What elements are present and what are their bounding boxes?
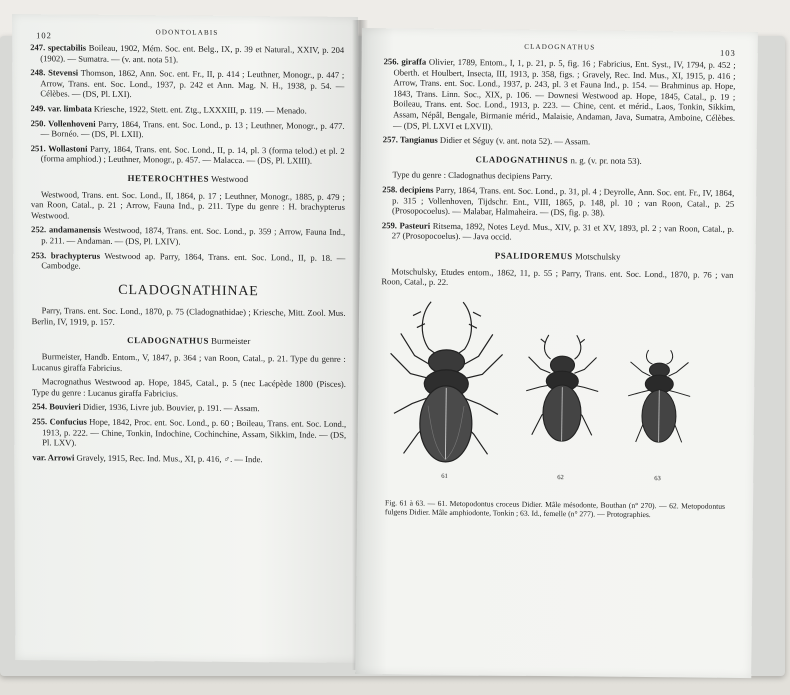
left-page bbox=[12, 14, 361, 663]
figure-number-61: 61 bbox=[441, 472, 448, 480]
beetle-61-image bbox=[389, 301, 503, 462]
genus-author: Burmeister bbox=[211, 336, 251, 347]
species-entry bbox=[383, 56, 736, 134]
beetle-62-image bbox=[526, 334, 599, 441]
entry-number: 250. bbox=[30, 117, 49, 128]
species-reference: Parry, 1864, Trans. ent. Soc. Lond., p. 31, pl. 4 ; Deyrolle, Ann. Soc. ent. Fr., IV, 1864, p. 315 ; Vollenhoven, Tijdschr. Ent., VIII, 1865, p. 148, pl. 10 ; van Roon, Catal., p. 25 (Prosopocoelus). — Malabar, Halmaheira. — (DS, fig. p. 38). bbox=[392, 184, 735, 218]
species-reference: Kriesche, 1922, Stett. ent. Ztg., LXXXIII, p. 119. — Menado. bbox=[91, 103, 307, 116]
species-reference: Ritsema, 1892, Notes Leyd. Mus., XIV, p. 31 et XV, 1893, pl. 2 ; van Roon, Catal., p. 27 (Prosopocoelus). — Java occid. bbox=[391, 220, 734, 242]
genus-description: Burmeister, Handb. Entom., V, 1847, p. 364 ; van Roon, Catal., p. 21. Type du genre : Lucanus giraffa Fabricius. bbox=[31, 351, 346, 373]
right-entries bbox=[383, 56, 736, 148]
species-entry bbox=[32, 402, 346, 415]
right-entries-2 bbox=[382, 184, 735, 245]
species-name: spectabilis bbox=[47, 42, 87, 53]
species-reference: Boileau, 1902, Mém. Soc. ent. Belg., IX, p. 39 et Natural., XXIV, p. 204 (1902). — Sumatra. — (v. ant. nota 51). bbox=[40, 42, 345, 65]
species-reference: Didier, 1936, Livre jub. Bouvier, p. 191. — Assam. bbox=[80, 402, 260, 414]
species-reference: Gravely, 1915, Rec. Ind. Mus., XI, p. 416, ♂. — Inde. bbox=[74, 452, 263, 465]
species-entry bbox=[383, 134, 735, 148]
genus-name: HETEROCHTHES bbox=[127, 172, 210, 184]
species-name: andamanensis bbox=[48, 224, 102, 236]
genus-author: Westwood bbox=[211, 173, 249, 185]
species-reference: Westwood ap. Parry, 1864, Trans. ent. Soc. Lond., II, p. 18. —Cambodge. bbox=[41, 250, 346, 271]
species-reference: Thomson, 1862, Ann. Soc. ent. Fr., II, p. 414 ; Leuthner, Monogr., p. 447 ; Arrow, Trans. ent. Soc. Lond., 1937, p. 242 et Ann. Mag. N. H., 1938, p. 54. — Célèbes. — (DS, Pl. LXI). bbox=[40, 67, 345, 100]
species-entry bbox=[32, 416, 346, 451]
entry-number: 257. bbox=[382, 134, 400, 145]
species-name: Tangianus bbox=[399, 134, 438, 145]
species-entry bbox=[31, 143, 345, 167]
beetle-63-image bbox=[628, 349, 691, 442]
stag-beetle-illustrations bbox=[379, 293, 731, 487]
species-entry bbox=[382, 220, 734, 245]
species-reference: Parry, 1864, Trans. ent. Soc. Lond., II, p. 14, pl. 3 (forma telod.) et pl. 2 (forma amphiod.) ; Leuthner, Monogr., p. 457. — Malacca. — (DS, Pl. LXIII). bbox=[40, 143, 345, 166]
entry-number: 249. bbox=[30, 103, 48, 114]
figure-number-62: 62 bbox=[557, 473, 564, 481]
species-reference: Westwood, 1874, Trans. ent. Soc. Lond., p. 359 ; Arrow, Fauna Ind., p. 211. — Andaman. — (DS, Pl. LXIV). bbox=[41, 225, 346, 247]
entry-number: 253. bbox=[31, 249, 51, 260]
figure-caption: Fig. 61 à 63. — 61. Metopodontus croceus Didier. Mâle mésodonte, Bouthan (n° 270). — 62. Metopodontus fulgens Didier. Mâle amphiodonte, Tonkin ; 63. Id., femelle (n° 277). — Protographies. bbox=[384, 498, 726, 520]
right-page bbox=[355, 28, 758, 678]
genus-description: Type du genre : Cladognathus decipiens Parry. bbox=[392, 169, 553, 182]
genus-description: Motschulsky, Etudes entom., 1862, 11, p. 55 ; Parry, Trans. ent. Soc. Lond., 1870, p. 76 ; van Roon, Catal., p. 22. bbox=[381, 265, 734, 288]
species-entry bbox=[30, 67, 344, 102]
genus-heterochthes bbox=[31, 172, 345, 185]
genus-author: n. g. (v. pr. nota 53). bbox=[570, 154, 642, 166]
right-running-title: CLADOGNATHUS bbox=[524, 42, 596, 52]
species-reference: Didier et Séguy (v. ant. nota 52). — Assam. bbox=[437, 134, 591, 147]
entry-number: 255. bbox=[32, 416, 50, 427]
subfamily-heading: CLADOGNATHINAE bbox=[118, 282, 259, 299]
species-entry bbox=[30, 103, 344, 116]
left-page-number: 102 bbox=[36, 30, 52, 41]
entry-number: 256. bbox=[383, 56, 402, 67]
species-name: var. Arrowi bbox=[32, 451, 75, 463]
right-page-number: 103 bbox=[719, 47, 736, 58]
genus-name: CLADOGNATHUS bbox=[127, 335, 209, 347]
left-entries bbox=[30, 42, 345, 167]
figure-number-63: 63 bbox=[654, 474, 661, 482]
species-reference: Parry, 1864, Trans. ent. Soc. Lond., p. 13 ; Leuthner, Monogr., p. 477. — Bornéo. — (DS, Pl. LXII). bbox=[40, 118, 345, 140]
genus-name: CLADOGNATHINUS bbox=[475, 153, 569, 165]
species-reference: Hope, 1842, Proc. ent. Soc. Lond., p. 60 ; Boileau, Trans. ent. Soc. Lond., 1913, p. 222. — Chine, Tonkin, Indochine, Cochinchine, Assam, Sikkim, Inde. — (DS, Pl. LXV). bbox=[42, 416, 347, 448]
left-running-head bbox=[30, 26, 344, 45]
species-name: decipiens bbox=[399, 184, 434, 195]
species-name: Pasteuri bbox=[399, 220, 431, 231]
genus-cladognathinus bbox=[383, 153, 735, 167]
left-running-title: ODONTOLABIS bbox=[155, 28, 219, 37]
species-reference: Olivier, 1789, Entom., I, 1, p. 21, p. 5, fig. 16 ; Fabricius, Ent. Syst., IV, 1794, p. 452 ; Oberth. et Houlbert, Insecta, III, 1913, p. 358, figs. ; Gravely, Rec. Ind. Mus., XI, 1915, p. 416 ; Arrow, Trans. ent. Soc. Lond., 1937, p. 243, pl. 3 et Fauna Ind., p. 154. — Brahminus ap. Hope, 1843, Trans. Linn. Soc., XIX, p. 106. — Downesi Westwood ap. Hope, 1845, Catal., p. 19 ; Boileau, Trans. ent. Soc. Lond., 1913, p. 223. — Chine, cent. et mérid., Laos, Tonkin, Sikkim, Assam, Népâl, Bengale, Birmanie mérid., Malaisie, Andaman, Java, Sumatra, Amboine, Célèbes. — (DS, Pl. LXVI et LXVII). bbox=[392, 56, 736, 131]
species-name: Stevensi bbox=[48, 67, 79, 78]
entry-number: 258. bbox=[382, 184, 400, 195]
species-name: giraffa bbox=[401, 56, 427, 67]
entry-number: 254. bbox=[32, 401, 50, 412]
entry-number: 251. bbox=[30, 142, 49, 154]
genus-cladognathus bbox=[32, 335, 346, 348]
genus-author: Motschulsky bbox=[574, 251, 621, 262]
entry-number: 252. bbox=[31, 224, 49, 235]
genus-description: Westwood, Trans. ent. Soc. Lond., II, 1864, p. 17 ; Leuthner, Monogr., 1885, p. 479 ; van Roon, Catal., p. 21 ; Arrow, Fauna Ind., p. 211. Type du genre : H. brachypterus Westwood. bbox=[30, 188, 346, 221]
entry-number: 247. bbox=[30, 42, 48, 53]
species-name: Bouvieri bbox=[49, 401, 81, 413]
entry-number: 259. bbox=[381, 219, 400, 231]
species-entry bbox=[32, 452, 346, 465]
beetle-figure bbox=[379, 293, 733, 495]
entry-number: 248. bbox=[30, 67, 49, 78]
species-entry bbox=[31, 224, 345, 248]
left-entries-2 bbox=[31, 224, 345, 273]
species-name: Wollastoni bbox=[48, 143, 88, 154]
species-entry bbox=[31, 118, 345, 142]
genus-name: PSALIDOREMUS bbox=[494, 250, 573, 262]
subfamily-description: Parry, Trans. ent. Soc. Lond., 1870, p. 75 (Cladognathidae) ; Kriesche, Mitt. Zool. Mus. Berlin, IV, 1919, p. 157. bbox=[31, 305, 346, 327]
genus-synonym: Macrognathus Westwood ap. Hope, 1845, Catal., p. 5 (nec Lacépède 1800 (Pisces). Type du genre : Lucanus giraffa Fabricius. bbox=[31, 376, 346, 399]
species-name: Vollenhoveni bbox=[48, 117, 96, 129]
species-name: var. limbata bbox=[47, 103, 92, 114]
species-entry bbox=[382, 184, 734, 219]
species-name: Confucius bbox=[49, 416, 87, 427]
species-entry bbox=[30, 42, 344, 66]
genus-psalidoremus bbox=[382, 249, 734, 263]
species-name: brachypterus bbox=[50, 249, 101, 261]
left-entries-3 bbox=[32, 402, 346, 466]
species-entry bbox=[31, 250, 345, 274]
